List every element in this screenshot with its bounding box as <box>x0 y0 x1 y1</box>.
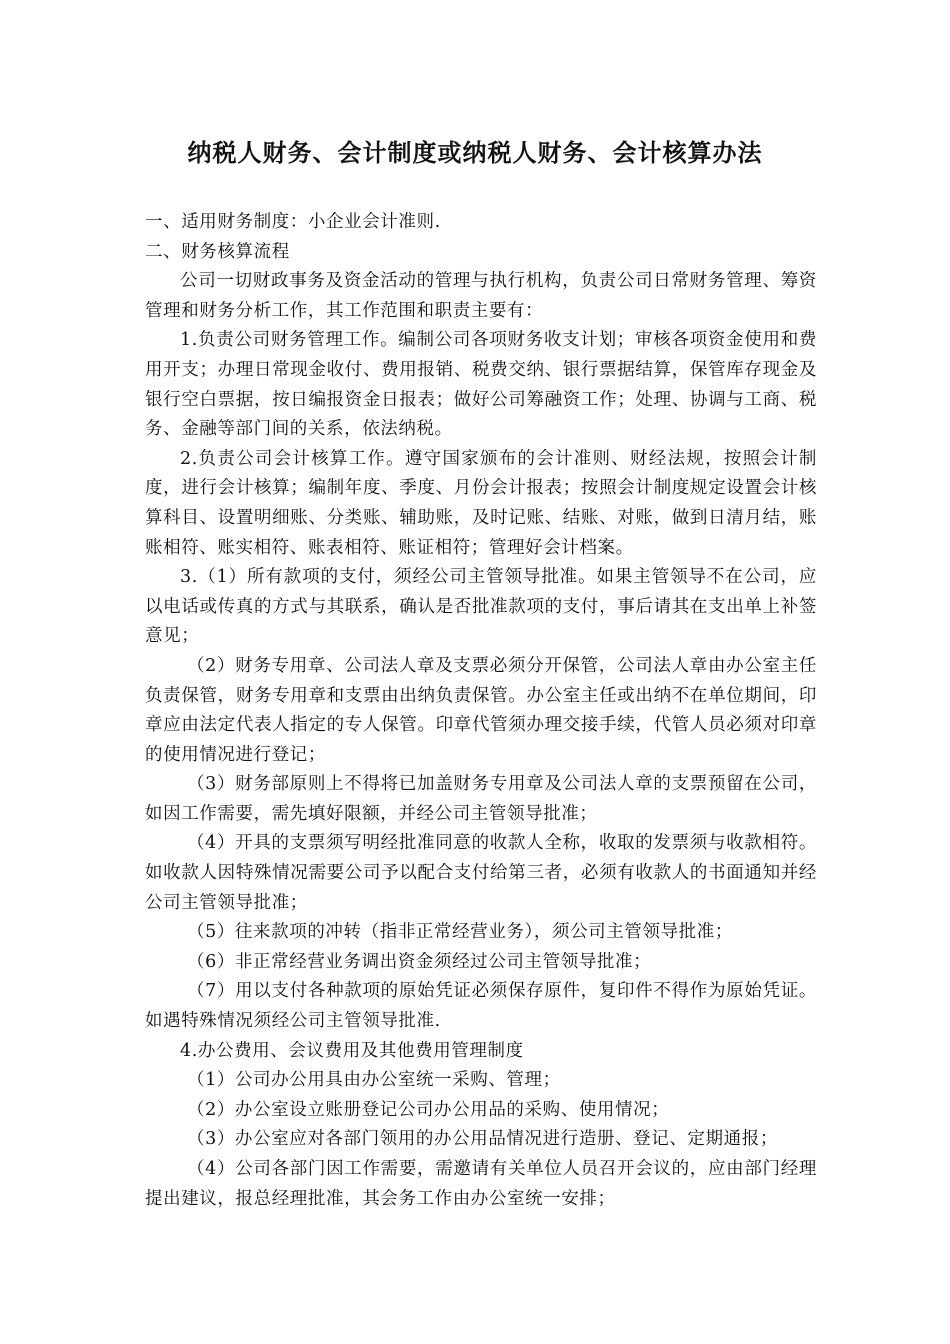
paragraph-item-4-2: （2）办公室设立账册登记公司办公用品的采购、使用情况； <box>187 1099 670 1120</box>
document-body <box>145 208 817 1214</box>
paragraph-item-3-6: （6）非正常经营业务调出资金须经过公司主管领导批准； <box>187 951 652 972</box>
paragraph-item-3-5: （5）往来款项的冲转（指非正常经营业务），须公司主管领导批准； <box>187 922 733 943</box>
paragraph-item-4-4: （4）公司各部门因工作需要，需邀请有关单位人员召开会议的，应由部门经理提出建议，报总经理批准，其会务工作由办公室统一安排； <box>145 1159 817 1209</box>
paragraph-item-3-4: （4）开具的支票须写明经批准同意的收款人全称，收取的发票须与收款相符。如收款人因特殊情况需要公司予以配合支付给第三者，必须有收款人的书面通知并经公司主管领导批准； <box>145 833 817 913</box>
paragraph-item-4-heading: 4.办公费用、会议费用及其他费用管理制度 <box>180 1040 524 1061</box>
paragraph-item-3-7: （7）用以支付各种款项的原始凭证必须保存原件，复印件不得作为原始凭证。如遇特殊情况须经公司主管领导批准. <box>145 981 817 1032</box>
paragraph-item-1: 1.负责公司财务管理工作。编制公司各项财务收支计划；审核各项资金使用和费用开支；办理日常现金收付、费用报销、税费交纳、银行票据结算，保管库存现金及银行空白票据，按日编报资金日报表；做好公司筹融资工作；处理、协调与工商、税务、金融等部门间的关系，依法纳税。 <box>145 330 817 440</box>
paragraph-item-4-1: （1）公司办公用具由办公室统一采购、管理； <box>187 1070 561 1091</box>
paragraph-item-3-1: 3.（1）所有款项的支付，须经公司主管领导批准。如果主管领导不在公司，应以电话或传真的方式与其联系，确认是否批准款项的支付，事后请其在支出单上补签意见； <box>145 567 817 647</box>
paragraph-intro: 公司一切财政事务及资金活动的管理与执行机构，负责公司日常财务管理、筹资管理和财务分析工作，其工作范围和职责主要有： <box>145 271 817 321</box>
document-title: 纳税人财务、会计制度或纳税人财务、会计核算办法 <box>187 138 763 167</box>
paragraph-item-2: 2.负责公司会计核算工作。遵守国家颁布的会计准则、财经法规，按照会计制度，进行会计核算；编制年度、季度、月份会计报表；按照会计制度规定设置会计核算科目、设置明细账、分类账、辅助账，及时记账、结账、对账，做到日清月结，账账相符、账实相符、账表相符、账证相符；管理好会计档案。 <box>145 448 817 558</box>
paragraph-item-4-3: （3）办公室应对各部门领用的办公用品情况进行造册、登记、定期通报； <box>187 1129 778 1150</box>
section-heading-1: 一、适用财务制度：小企业会计准则. <box>145 212 441 232</box>
section-heading-2: 二、财务核算流程 <box>145 241 290 262</box>
paragraph-item-3-2: （2）财务专用章、公司法人章及支票必须分开保管，公司法人章由办公室主任负责保管，财务专用章和支票由出纳负责保管。办公室主任或出纳不在单位期间，印章应由法定代表人指定的专人保管。印章代管须办理交接手续，代管人员必须对印章的使用情况进行登记； <box>145 655 817 765</box>
paragraph-item-3-3: （3）财务部原则上不得将已加盖财务专用章及公司法人章的支票预留在公司，如因工作需要，需先填好限额，并经公司主管领导批准； <box>145 774 817 824</box>
